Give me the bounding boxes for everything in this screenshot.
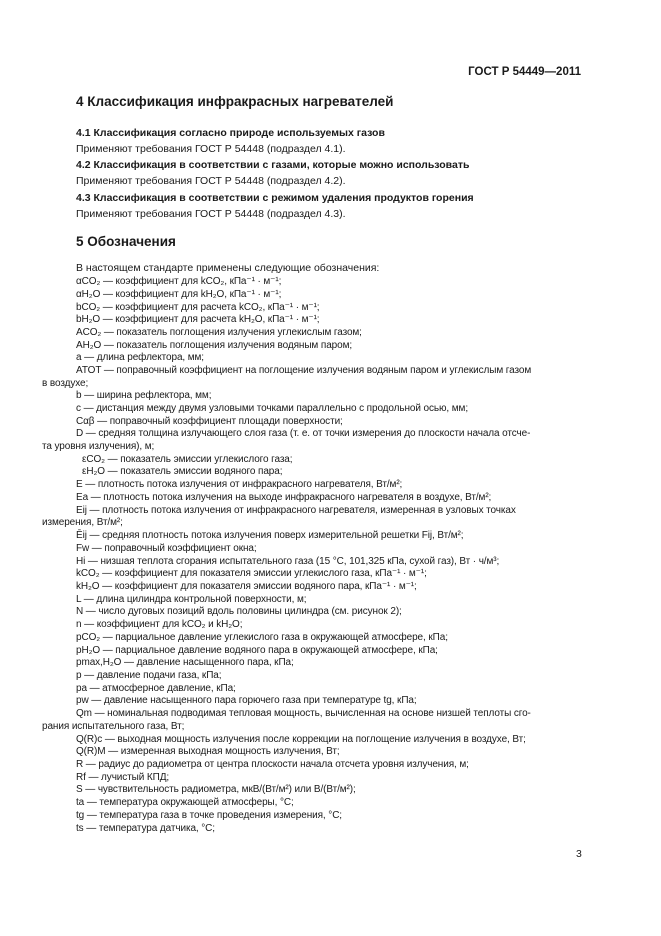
symbol-line: Cαβ — поправочный коэффициент площади поверхности; [76, 416, 343, 427]
symbol-line: Q(R)c — выходная мощность излучения после коррекции на поглощение излучения в воздухе, Вт; [76, 734, 526, 745]
subsection-4-3-title: 4.3 Классификация в соответствии с режимом удаления продуктов горения [76, 192, 474, 204]
symbol-line: αH₂O — коэффициент для kH₂O, кПа⁻¹ · м⁻¹; [76, 289, 282, 300]
subsection-4-1-title: 4.1 Классификация согласно природе используемых газов [76, 127, 385, 139]
symbol-line: tg — температура газа в точке проведения измерения, °C; [76, 810, 342, 821]
section-5-intro: В настоящем стандарте применены следующие обозначения: [76, 262, 380, 274]
symbol-line: p — давление подачи газа, кПа; [76, 670, 222, 681]
section-4-title: 4 Классификация инфракрасных нагревателей [76, 94, 394, 109]
symbol-line: pmax,H₂O — давление насыщенного пара, кПа; [76, 657, 294, 668]
subsection-4-2-text: Применяют требования ГОСТ Р 54448 (подраздел 4.2). [76, 175, 346, 187]
symbol-line-continuation: та уровня излучения), м; [42, 441, 155, 452]
symbol-line: ATOT — поправочный коэффициент на поглощение излучения водяным паром и углекислым газом [76, 365, 532, 376]
symbol-line-continuation: рания испытательного газа, Вт; [42, 721, 185, 732]
symbol-line: pH₂O — парциальное давление водяного пара в окружающей атмосфере, кПа; [76, 645, 438, 656]
symbol-line: AH₂O — показатель поглощения излучения водяным паром; [76, 340, 353, 351]
symbol-line: Ea — плотность потока излучения на выходе инфракрасного нагревателя в воздухе, Вт/м²; [76, 492, 492, 503]
symbol-line: ta — температура окружающей атмосферы, °C; [76, 797, 294, 808]
symbol-line: S — чувствительность радиометра, мкВ/(Вт/м²) или В/(Вт/м²); [76, 784, 356, 795]
symbol-line: ts — температура датчика, °C; [76, 823, 215, 834]
symbol-line: Q(R)M — измеренная выходная мощность излучения, Вт; [76, 746, 340, 757]
symbol-line: b — ширина рефлектора, мм; [76, 390, 212, 401]
symbol-line: pw — давление насыщенного пара горючего газа при температуре tg, кПа; [76, 695, 417, 706]
document-number: ГОСТ Р 54449—2011 [468, 66, 581, 78]
symbol-line: αCO₂ — коэффициент для kCO₂, кПа⁻¹ · м⁻¹; [76, 276, 282, 287]
subsection-4-2-title: 4.2 Классификация в соответствии с газами, которые можно использовать [76, 159, 470, 171]
symbol-line: εH₂O — показатель эмиссии водяного пара; [82, 466, 283, 477]
symbol-line: Hi — низшая теплота сгорания испытательного газа (15 °C, 101,325 кПа, сухой газ), Вт · ч/м³; [76, 556, 500, 567]
symbol-line: a — длина рефлектора, мм; [76, 352, 204, 363]
subsection-4-3-text: Применяют требования ГОСТ Р 54448 (подраздел 4.3). [76, 208, 346, 220]
symbol-line-continuation: в воздухе; [42, 378, 89, 389]
section-5-title: 5 Обозначения [76, 234, 176, 249]
symbol-line: bCO₂ — коэффициент для расчета kCO₂, кПа⁻¹ · м⁻¹; [76, 302, 320, 313]
symbol-line: n — коэффициент для kCO₂ и kH₂O; [76, 619, 243, 630]
symbol-line: Ēij — средняя плотность потока излучения поверх измерительной решетки Fij, Вт/м²; [76, 530, 464, 541]
symbol-line: R — радиус до радиометра от центра плоскости начала отсчета уровня излучения, м; [76, 759, 469, 770]
symbol-line: bH₂O — коэффициент для расчета kH₂O, кПа⁻¹ · м⁻¹; [76, 314, 320, 325]
symbol-line: c — дистанция между двумя узловыми точками параллельно с продольной осью, мм; [76, 403, 469, 414]
symbol-line: D — средняя толщина излучающего слоя газа (т. е. от точки измерения до плоскости начала отсче- [76, 428, 531, 439]
symbol-line: ACO₂ — показатель поглощения излучения углекислым газом; [76, 327, 362, 338]
symbol-line: L — длина цилиндра контрольной поверхности, м; [76, 594, 307, 605]
symbol-line: pa — атмосферное давление, кПа; [76, 683, 236, 694]
symbol-line: N — число дуговых позиций вдоль половины цилиндра (см. рисунок 2); [76, 606, 402, 617]
symbol-line: E — плотность потока излучения от инфракрасного нагревателя, Вт/м²; [76, 479, 403, 490]
subsection-4-1-text: Применяют требования ГОСТ Р 54448 (подраздел 4.1). [76, 143, 346, 155]
page-number: 3 [576, 848, 582, 860]
symbol-line: Qm — номинальная подводимая тепловая мощность, вычисленная на основе низшей теплоты сго- [76, 708, 531, 719]
symbol-line: εCO₂ — показатель эмиссии углекислого газа; [82, 454, 293, 465]
symbol-line: pCO₂ — парциальное давление углекислого газа в окружающей атмосфере, кПа; [76, 632, 448, 643]
symbol-line: Eij — плотность потока излучения от инфракрасного нагревателя, измеренная в узловых точках [76, 505, 516, 516]
symbol-line: Rf — лучистый КПД; [76, 772, 170, 783]
symbol-line: kCO₂ — коэффициент для показателя эмиссии углекислого газа, кПа⁻¹ · м⁻¹; [76, 568, 427, 579]
symbol-line: kH₂O — коэффициент для показателя эмиссии водяного пара, кПа⁻¹ · м⁻¹; [76, 581, 417, 592]
symbol-line: Fw — поправочный коэффициент окна; [76, 543, 257, 554]
symbol-line-continuation: измерения, Вт/м²; [42, 517, 123, 528]
